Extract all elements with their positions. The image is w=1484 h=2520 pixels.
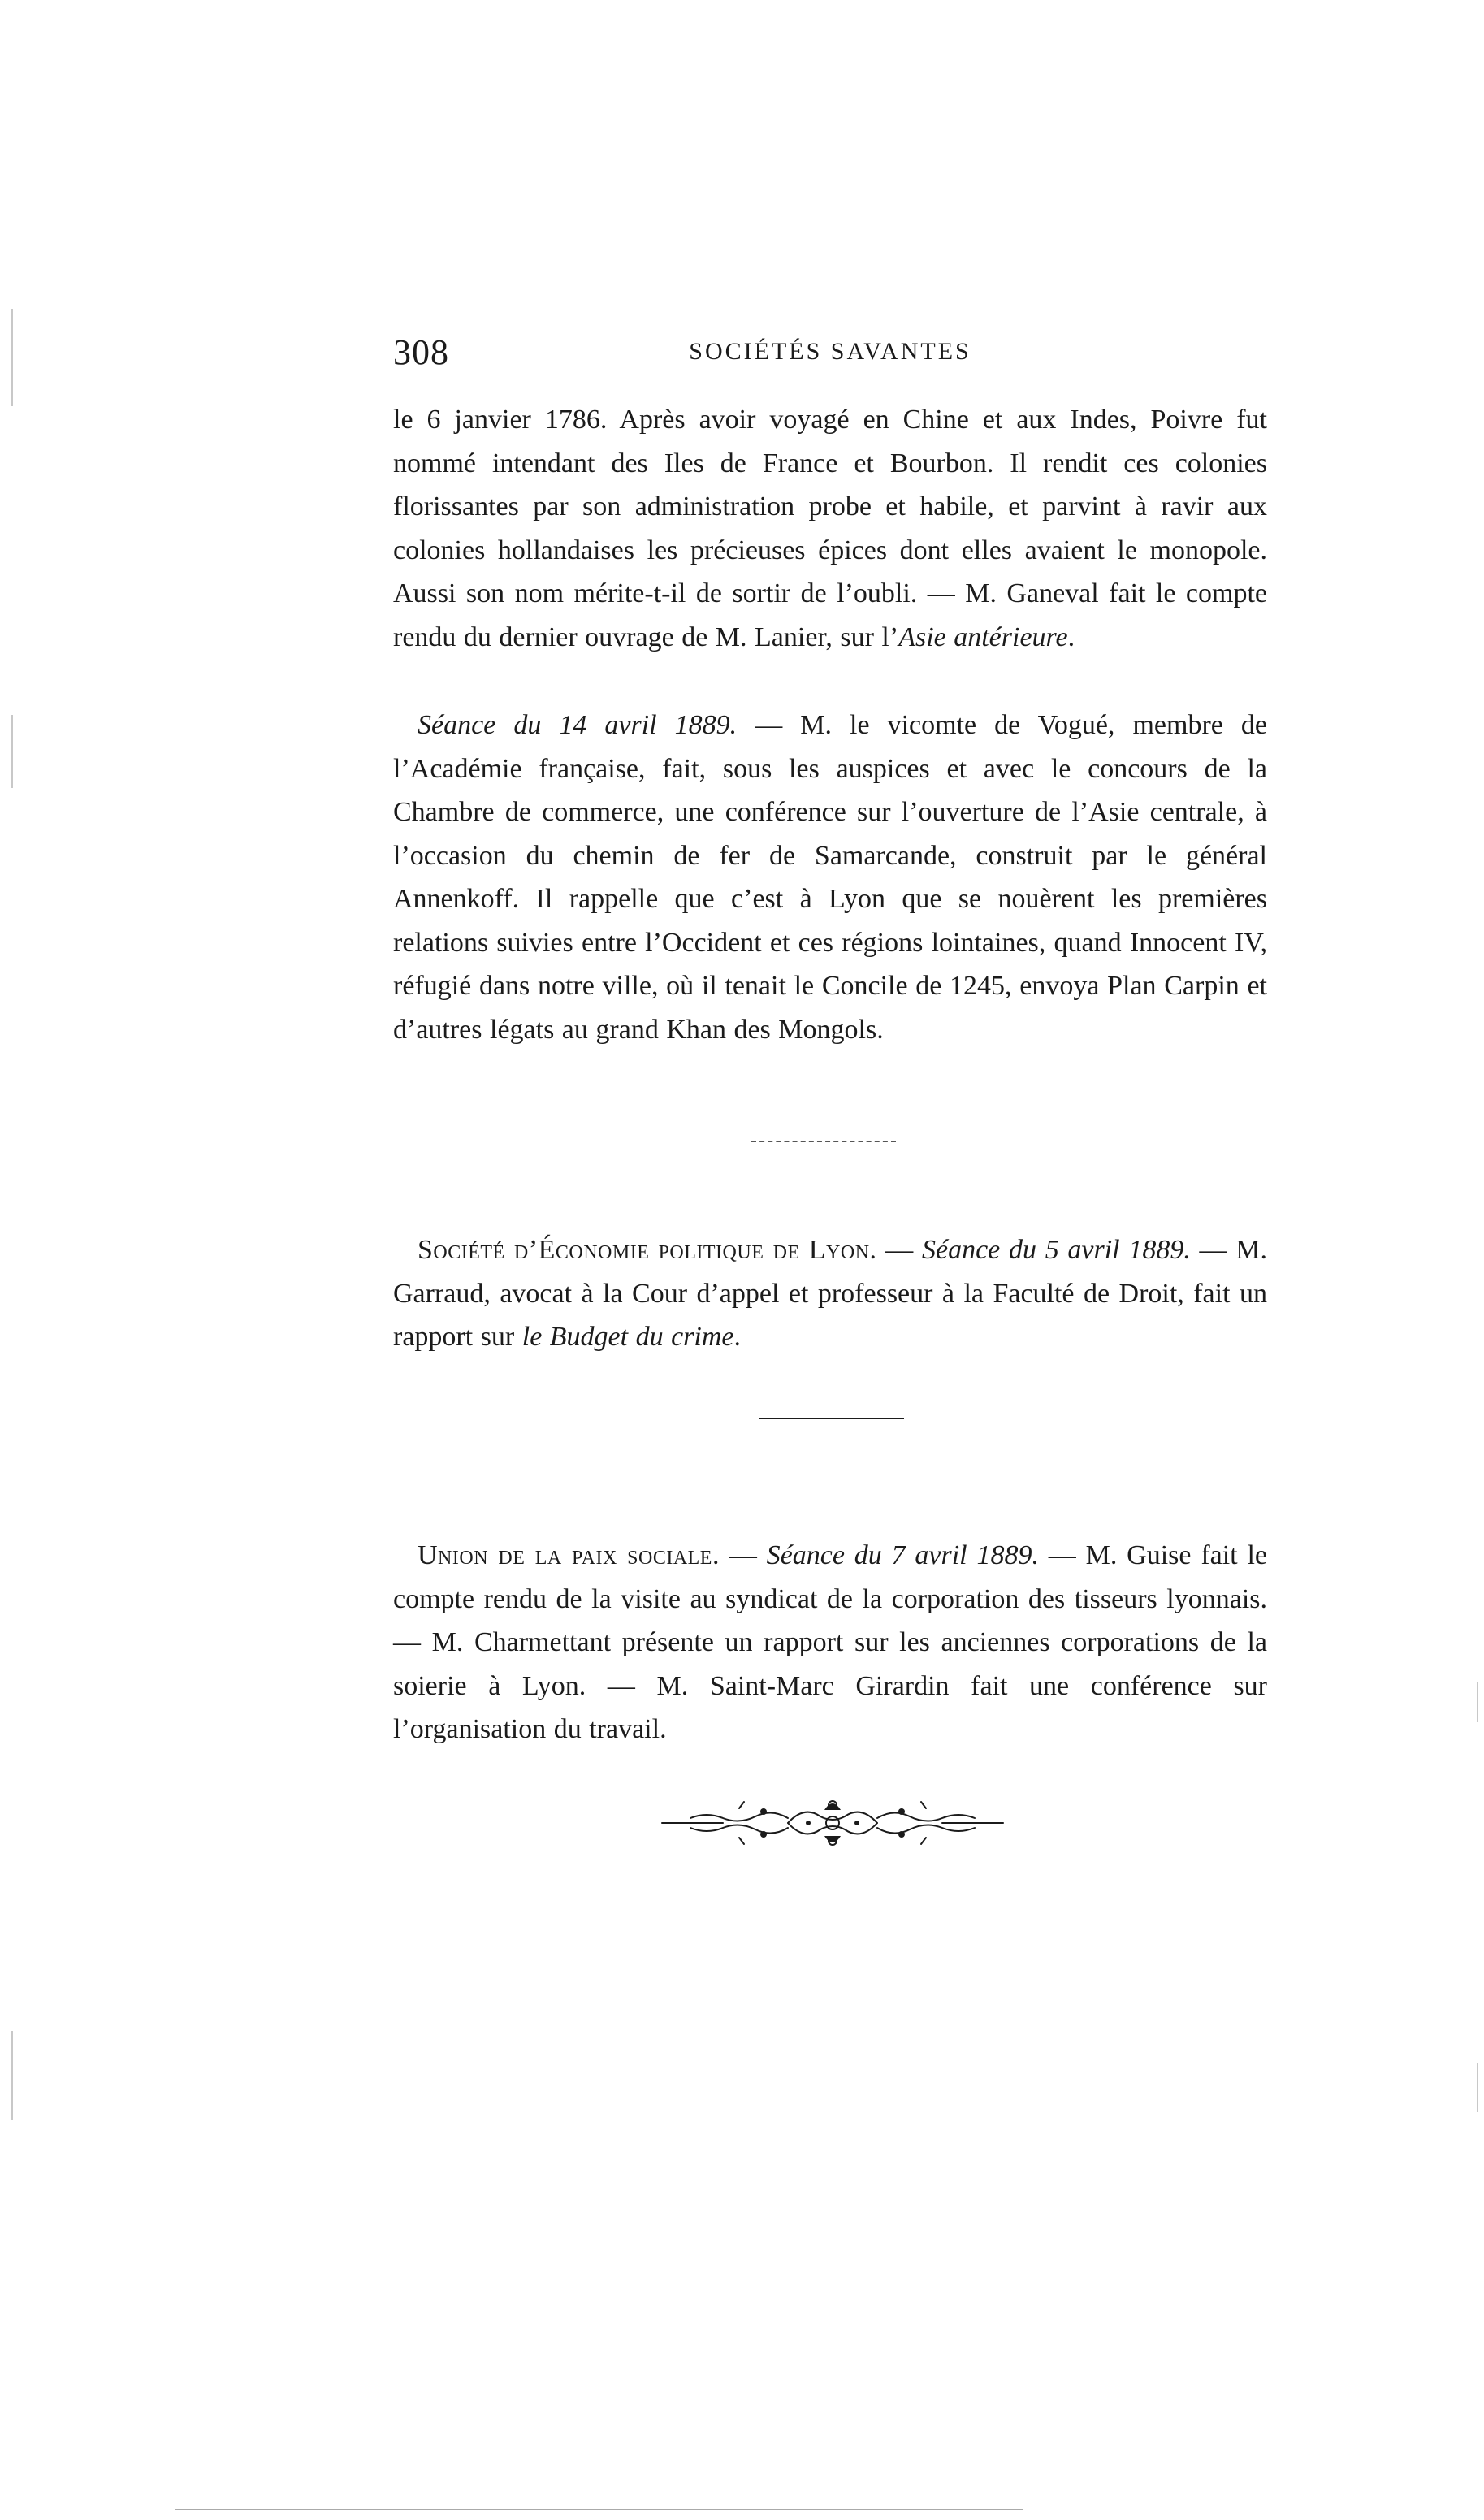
dash: — (876, 1235, 922, 1265)
scan-margin-mark (1477, 2063, 1478, 2112)
book-title: Asie antérieure (898, 621, 1068, 652)
running-head: SOCIÉTÉS SAVANTES (689, 338, 971, 365)
paragraph-text: — M. Guise fait le compte rendu de la visite au syndicat de la corporation des tisseurs lyonnais. — M. Charmettant présente un rapport sur les anciennes corporations de la soierie à Lyon. — M. Saint-Marc Girardin fait une conférence sur l’organisation du travail. (393, 1540, 1267, 1744)
paragraph-end: . (733, 1322, 742, 1352)
paragraph-text: le 6 janvier 1786. Après avoir voyagé en Chine et aux Indes, Poivre fut nommé intendant des Iles de France et Bourbon. Il rendit ces colonies florissantes par son administration probe et habile, et parvint à ravir aux colonies hollandaises les précieuses épices dont elles avaient le monopole. Aussi son nom mérite-t-il de sortir de l’oubli. — M. Ganeval fait le compte rendu du dernier ouvrage de M. Lanier, sur l’ (393, 405, 1267, 652)
page-number: 308 (393, 332, 449, 372)
seance-date: Séance du 7 avril 1889. (766, 1540, 1039, 1570)
dash: — (719, 1540, 767, 1570)
seance-date: Séance du 14 avril 1889. (418, 710, 738, 740)
report-title: le Budget du crime (521, 1322, 734, 1352)
society-name: Union de la paix sociale. (418, 1540, 720, 1570)
scan-margin-mark (11, 309, 13, 406)
society-name: Société d’Économie politique de Lyon. (418, 1235, 877, 1265)
paragraph-text: — M. le vicomte de Vogué, membre de l’Académie française, fait, sous les auspices et avec le concours de la Chambre de commerce, une conférence sur l’ouverture de l’Asie centrale, à l’occasion du chemin de fer de Samarcande, construit par le général Annenkoff. Il rappelle que c’est à Lyon que se nouèrent les premières relations suivies entre l’Occident et ces régions lointaines, quand Innocent IV, réfugié dans notre ville, où il tenait le Concile de 1245, envoya Plan Carpin et d’autres légats au grand Khan des Mongols. (393, 710, 1267, 1045)
paragraph-text: — M. Garraud, avocat à la Cour d’appel et professeur à la Faculté de Droit, fait un rapport sur (393, 1235, 1267, 1352)
scan-bottom-edge (175, 2509, 1023, 2510)
paragraph-economie-politique (393, 1228, 1267, 1359)
section-divider-dashed (751, 1141, 896, 1142)
floral-ornament-icon (658, 1794, 1007, 1851)
section-divider-solid (759, 1418, 904, 1419)
page-header (393, 331, 1267, 380)
scan-margin-mark (1477, 1682, 1478, 1722)
paragraph-union-paix-sociale (393, 1534, 1267, 1751)
scan-margin-mark (11, 715, 13, 788)
seance-date: Séance du 5 avril 1889. (922, 1235, 1191, 1265)
paragraph-end: . (1067, 621, 1075, 652)
scan-margin-mark (11, 2031, 13, 2120)
paragraph-continuation (393, 398, 1267, 659)
paragraph-seance-14-avril (393, 704, 1267, 1051)
